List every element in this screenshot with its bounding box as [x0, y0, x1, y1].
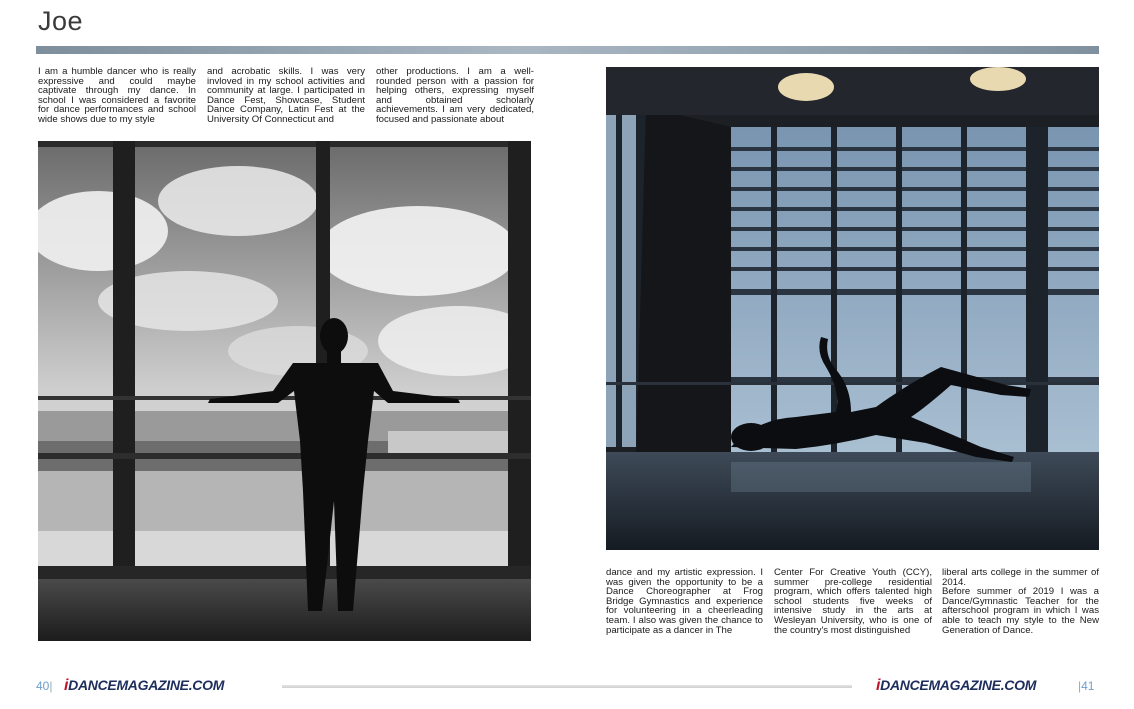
brand-logo-magazine: MAGAZINE.COM	[116, 677, 225, 693]
brand-logo-right[interactable]	[876, 677, 1036, 695]
article-column-6: liberal arts college in the summer of 2014. Before summer of 2019 I was a Dance/Gymnastic Teacher for the afterschool program in which I was able to teach my style to the New Generation of Dance.	[942, 567, 1099, 636]
page-number-left	[36, 679, 52, 693]
brand-logo-dance: DANCE	[880, 677, 929, 693]
dancer-window-photo	[38, 141, 531, 641]
brand-logo-left[interactable]	[64, 677, 224, 695]
brand-logo-magazine: MAGAZINE.COM	[928, 677, 1037, 693]
page-title: Joe	[38, 6, 84, 36]
brand-logo-i: i	[876, 677, 881, 694]
brand-logo-i: i	[64, 677, 69, 694]
article-column-4: dance and my artistic expression. I was given the opportunity to be a Dance Choreographer at Frog Bridge Gymnastics and experience for volunteering in a cheerleading team. I also was given the chance to participate as a dancer in The	[606, 567, 763, 636]
page-number-separator: |	[49, 679, 53, 693]
title-divider-bar	[36, 46, 1099, 54]
page-number-right	[1078, 679, 1094, 693]
page-number-left-value: 40	[36, 679, 50, 693]
article-column-1: I am a humble dancer who is really expressive and could maybe captivate through my dance. In school I was considered a favorite for dance performances and school wide shows due to my style	[38, 66, 196, 125]
dancer-studio-photo	[606, 67, 1099, 550]
footer-divider-line	[282, 685, 852, 688]
brand-logo-dance: DANCE	[68, 677, 117, 693]
article-column-5: Center For Creative Youth (CCY), summer pre-college residential program, which offers talented high school students five weeks of intensive study in the arts at Wesleyan University, who is one of the country's most distinguished	[774, 567, 932, 636]
page-number-right-value: 41	[1081, 679, 1095, 693]
article-column-3: other productions. I am a well-rounded person with a passion for helping others, expressing myself and obtained scholarly achievements. I am very dedicated, focused and passionate about	[376, 66, 534, 125]
article-column-2: and acrobatic skills. I was very invloved in my school activities and community at large. I participated in Dance Fest, Showcase, Student Dance Company, Latin Fest at the University Of Connecticut and	[207, 66, 365, 125]
page-number-separator: |	[1078, 679, 1082, 693]
